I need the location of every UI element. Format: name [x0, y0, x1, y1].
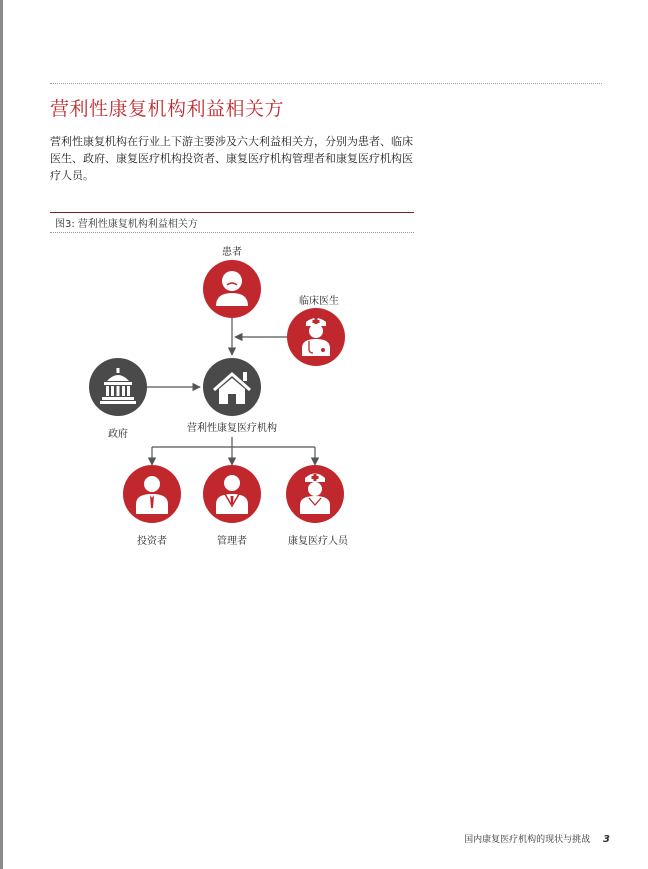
patient-label: 患者 — [222, 247, 242, 258]
figure-title: 图3: 营利性康复机构利益相关方 — [55, 219, 198, 230]
footer-doc-title: 国内康复医疗机构的现状与挑战 — [464, 835, 591, 845]
intro-paragraph: 营利性康复机构在行业上下游主要涉及六大利益相关方，分别为患者、临床医生、政府、康复医疗机构投资者、康复医疗机构管理者和康复医疗机构医疗人员。 — [50, 135, 413, 182]
institution-label: 营利性康复医疗机构 — [187, 423, 277, 434]
government-node — [89, 358, 147, 416]
government-label: 政府 — [108, 429, 128, 440]
institution-node — [203, 358, 261, 416]
staff-node — [286, 465, 344, 523]
section-heading: 营利性康复机构利益相关方 — [50, 98, 285, 120]
investor-node — [123, 465, 181, 523]
manager-label: 管理者 — [217, 536, 247, 547]
investor-label: 投资者 — [137, 536, 167, 547]
doctor-label: 临床医生 — [299, 296, 339, 307]
page-footer — [464, 832, 610, 845]
doctor-node — [287, 308, 345, 366]
manager-node — [203, 465, 261, 523]
page-number: 3 — [603, 834, 610, 845]
patient-node — [203, 260, 261, 318]
staff-label: 康复医疗人员 — [288, 536, 348, 547]
